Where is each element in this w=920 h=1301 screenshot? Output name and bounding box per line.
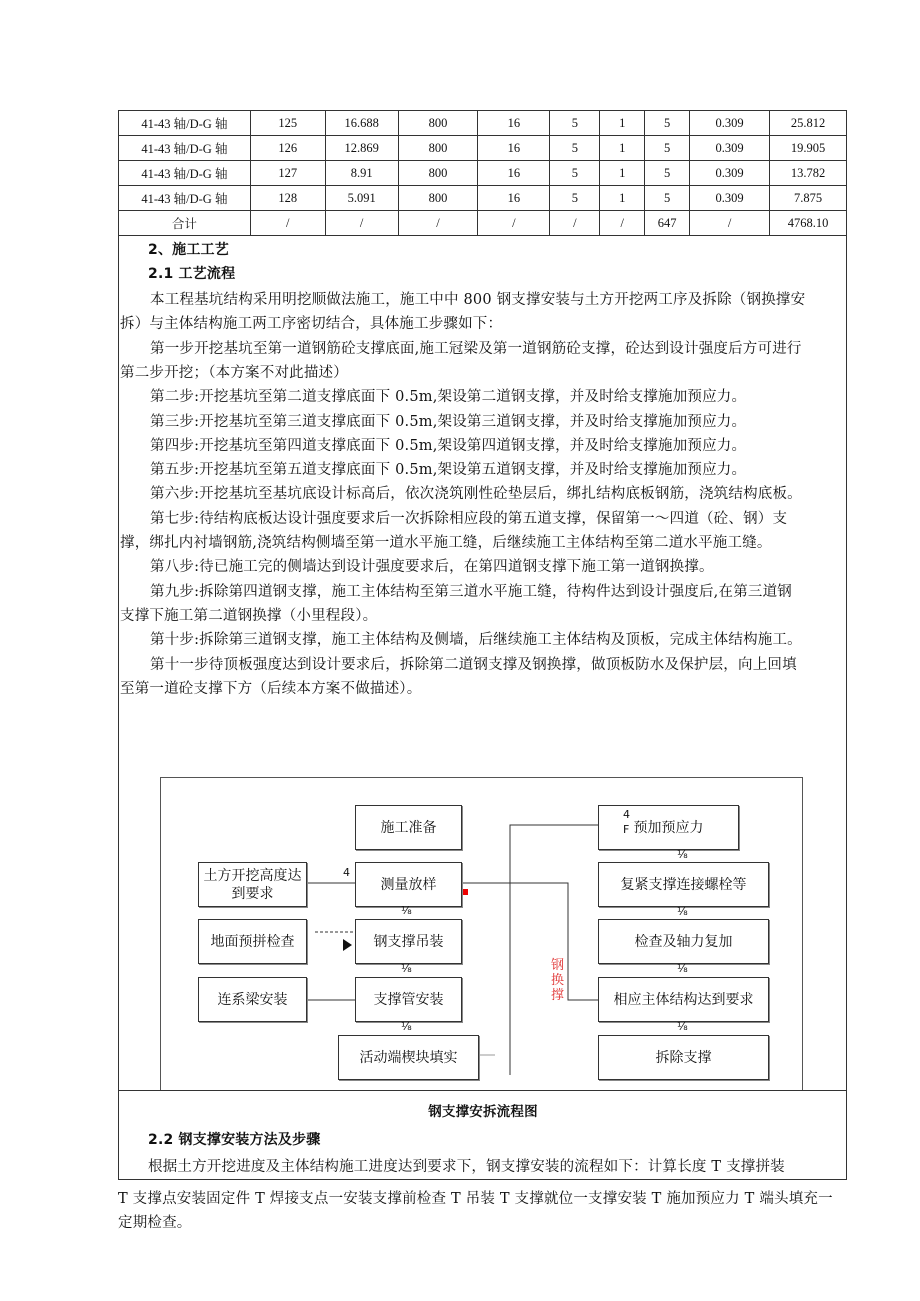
box-pipe: 支撑管安装 [355, 977, 462, 1022]
table-cell: 13.782 [770, 161, 847, 186]
paragraph-line: 第一步开挖基坑至第一道钢筋砼支撑底面,施工冠梁及第一道钢筋砼支撑，砼达到设计强度后方可进行 [150, 340, 802, 357]
table-cell: 1 [600, 161, 645, 186]
table-cell: 0.309 [690, 186, 770, 211]
paragraph-line: 定期检查。 [118, 1215, 192, 1231]
table-cell: 5 [645, 186, 690, 211]
section-heading: 2、施工工艺 [148, 242, 229, 258]
table-cell: 16 [478, 186, 550, 211]
flowchart-caption: 钢支撑安拆流程图 [428, 1104, 538, 1120]
paragraph-line: 第四步:开挖基坑至第四道支撑底面下 0.5m,架设第四道钢支撑，并及时给支撑施加预应力。 [150, 437, 747, 454]
paragraph-line: 撑，绑扎内衬墙钢筋,浇筑结构侧墙至第一道水平施工缝，后继续施工主体结构至第二道水平施工缝。 [120, 535, 772, 551]
table-cell: 128 [250, 186, 325, 211]
table-cell: / [478, 211, 550, 236]
box-remove: 拆除支撑 [598, 1035, 769, 1080]
divider [118, 1090, 847, 1091]
table-cell: 41-43 轴/D-G 轴 [119, 136, 251, 161]
table-cell: 5.091 [325, 186, 398, 211]
table-cell: 19.905 [770, 136, 847, 161]
red-label: 钢换撑 [551, 958, 565, 1003]
table-cell: 16.688 [325, 111, 398, 136]
mark-4: 4 [343, 866, 350, 879]
mark-eighth: ⅛ [401, 904, 412, 917]
table-cell: / [325, 211, 398, 236]
paragraph-line: 至第一道砼支撑下方（后续本方案不做描述）。 [120, 680, 422, 697]
table-cell: 126 [250, 136, 325, 161]
table-cell: 12.869 [325, 136, 398, 161]
box-check: 检查及轴力复加 [598, 919, 769, 964]
paragraph-line: 第十步:拆除第三道钢支撑，施工主体结构及侧墙，后继续施工主体结构及顶板，完成主体结构施工。 [150, 632, 802, 649]
paragraph-line: 第八步:待已施工完的侧墙达到设计强度要求后，在第四道钢支撑下施工第一道钢换撑。 [150, 559, 714, 576]
table-cell: / [250, 211, 325, 236]
paragraph-line: 本工程基坑结构采用明挖顺做法施工，施工中中 800 钢支撑安装与土方开挖两工序及拆除（钢换撑安 [150, 292, 806, 308]
table-cell: 8.91 [325, 161, 398, 186]
mark-eighth: ⅛ [401, 962, 412, 975]
table-cell: 1 [600, 111, 645, 136]
table-cell: / [550, 211, 600, 236]
table-cell: 125 [250, 111, 325, 136]
box-wedge: 活动端楔块填实 [338, 1035, 479, 1080]
table-cell: / [600, 211, 645, 236]
box-structure: 相应主体结构达到要求 [598, 977, 769, 1022]
box-lift: 钢支撑吊装 [355, 919, 462, 964]
table-cell: 16 [478, 111, 550, 136]
table-cell: 5 [550, 186, 600, 211]
table-cell: 800 [398, 161, 478, 186]
box-ground-check: 地面预拼检查 [198, 919, 307, 964]
table-cell: / [690, 211, 770, 236]
table-cell: 647 [645, 211, 690, 236]
paragraph-line: 支撑下施工第二道钢换撑（小里程段）。 [120, 607, 378, 624]
table-cell: 41-43 轴/D-G 轴 [119, 111, 251, 136]
paragraph-line: 第三步:开挖基坑至第三道支撑底面下 0.5m,架设第三道钢支撑，并及时给支撑施加预应力。 [150, 413, 747, 430]
table-cell: 41-43 轴/D-G 轴 [119, 161, 251, 186]
box-prep: 施工准备 [355, 805, 462, 850]
table-cell: 800 [398, 136, 478, 161]
box-excavation: 土方开挖高度达到要求 [198, 862, 307, 907]
table-cell: 0.309 [690, 111, 770, 136]
arrow-icon [343, 939, 352, 951]
subsection-heading: 2.1 工艺流程 [148, 266, 236, 282]
mark-f: F [623, 823, 630, 836]
table-cell: 5 [645, 111, 690, 136]
box-retighten: 复紧支撑连接螺栓等 [598, 862, 769, 907]
table-cell: 7.875 [770, 186, 847, 211]
table-cell: 0.309 [690, 161, 770, 186]
table-cell: 16 [478, 161, 550, 186]
table-cell: 800 [398, 111, 478, 136]
table-cell: 5 [550, 161, 600, 186]
paragraph-line: 第二步:开挖基坑至第二道支撑底面下 0.5m,架设第二道钢支撑，并及时给支撑施加预应力。 [150, 389, 747, 406]
table-cell: / [398, 211, 478, 236]
mark-eighth: ⅛ [401, 1020, 412, 1033]
paragraph-line: 第六步:开挖基坑至基坑底设计标高后，依次浇筑刚性砼垫层后，绑扎结构底板钢筋，浇筑结构底板。 [150, 486, 802, 503]
table-cell: 4768.10 [770, 211, 847, 236]
table-cell: 5 [550, 136, 600, 161]
table-cell: 5 [645, 161, 690, 186]
box-tie-beam: 连系梁安装 [198, 977, 307, 1022]
mark-eighth: ⅛ [677, 962, 688, 975]
table-cell: 41-43 轴/D-G 轴 [119, 186, 251, 211]
mark-eighth: ⅛ [677, 1020, 688, 1033]
subsection-heading-22: 2.2 钢支撑安装方法及步骤 [148, 1132, 321, 1148]
paragraph-line: 第七步:待结构底板达设计强度要求后一次拆除相应段的第五道支撑，保留第一～四道（砼、钢）支 [150, 510, 788, 527]
table-cell: 5 [645, 136, 690, 161]
paragraph-line: T 支撑点安装固定件 T 焊接支点一安装支撑前检查 T 吊装 T 支撑就位一支撑安装 T 施加预应力 T 端头填充一 [118, 1191, 833, 1207]
paragraph-line: 第五步:开挖基坑至第五道支撑底面下 0.5m,架设第五道钢支撑，并及时给支撑施加预应力。 [150, 462, 747, 479]
table-cell: 127 [250, 161, 325, 186]
table-cell: 800 [398, 186, 478, 211]
table-cell: 1 [600, 136, 645, 161]
box-prestress: 预加预应力 [598, 805, 739, 850]
table-cell: 0.309 [690, 136, 770, 161]
red-marker [463, 889, 468, 895]
paragraph-line: 第二步开挖；（本方案不对此描述） [120, 364, 348, 381]
paragraph-line: 第十一步待顶板强度达到设计要求后，拆除第二道钢支撑及钢换撑，做顶板防水及保护层，向上回填 [150, 656, 797, 673]
mark-4b: 4 [623, 808, 630, 821]
table-cell: 1 [600, 186, 645, 211]
table-cell: 合计 [119, 211, 251, 236]
mark-eighth: ⅛ [677, 905, 688, 918]
table-cell: 16 [478, 136, 550, 161]
paragraph-line: 第九步:拆除第四道钢支撑，施工主体结构至第三道水平施工缝，待构件达到设计强度后,在第三道钢 [150, 583, 792, 600]
paragraph-line: 根据土方开挖进度及主体结构施工进度达到要求下，钢支撑安装的流程如下：计算长度 T 支撑拼装 [148, 1159, 785, 1175]
table-cell: 25.812 [770, 111, 847, 136]
table-cell: 5 [550, 111, 600, 136]
paragraph-line: 拆）与主体结构施工两工序密切结合，具体施工步骤如下： [120, 316, 503, 333]
box-survey: 测量放样 [355, 862, 462, 907]
mark-eighth: ⅛ [677, 848, 688, 861]
